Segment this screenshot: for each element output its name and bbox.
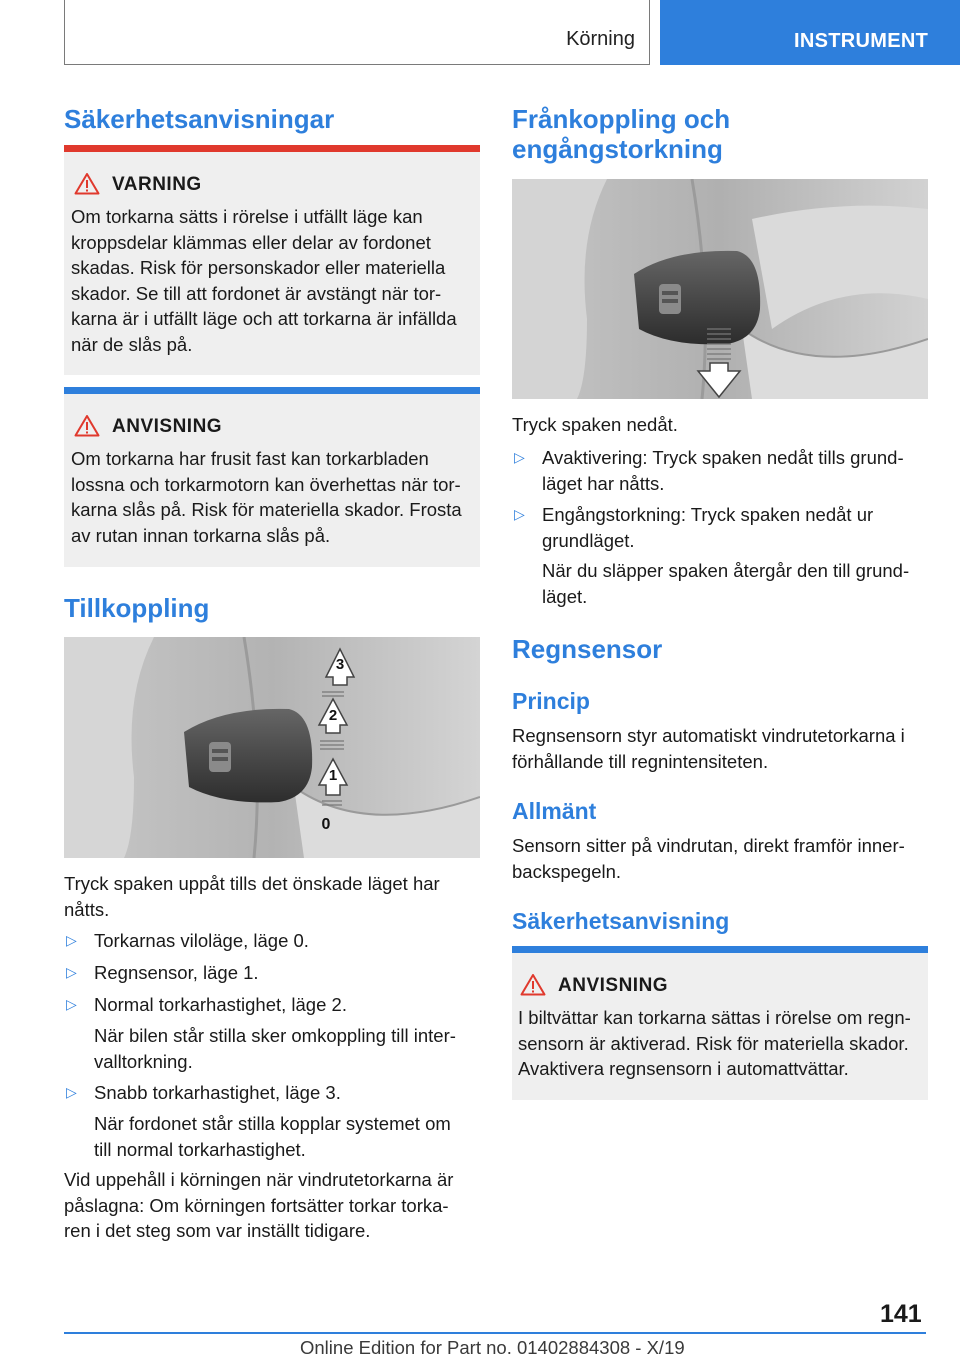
heading-frankoppling xyxy=(512,104,730,164)
text-line: grundläget. xyxy=(542,529,635,551)
notice-title: ANVISNING xyxy=(558,975,669,996)
heading-princip: Princip xyxy=(512,688,590,714)
bullet-triangle-icon: ▷ xyxy=(66,1084,77,1100)
text-line: läget. xyxy=(542,585,588,607)
bullet-sub-text xyxy=(94,1023,456,1074)
text-line: ren i det steg som var inställt tidigare. xyxy=(64,1220,371,1241)
lever-label-2: 2 xyxy=(328,707,338,724)
bullet-triangle-icon: ▷ xyxy=(66,996,77,1012)
text-line: Sensorn sitter på vindrutan, direkt framför inner- xyxy=(512,835,905,856)
header-section-tab xyxy=(64,0,650,65)
warning-title: VARNING xyxy=(112,174,202,195)
bullet-item xyxy=(542,502,873,553)
princip-text xyxy=(512,723,905,774)
warning-line: Om torkarna sätts i rörelse i utfällt läge kan xyxy=(71,206,423,227)
text-line: till normal torkarhastighet. xyxy=(94,1138,306,1160)
heading-regnsensor: Regnsensor xyxy=(512,634,663,664)
warning-bar xyxy=(64,145,480,152)
notice-box xyxy=(64,387,480,567)
header-section-label: Körning xyxy=(566,28,635,50)
lever-label-1: 1 xyxy=(328,767,338,784)
warning-box xyxy=(64,145,480,375)
frankoppling-intro: Tryck spaken nedåt. xyxy=(512,414,678,435)
text-line: förhållande till regnintensiteten. xyxy=(512,750,769,772)
heading-line: engångstorkning xyxy=(512,134,723,164)
text-line: Regnsensorn styr automatiskt vindrutetorkarna i xyxy=(512,725,905,746)
text-line: När fordonet står stilla kopplar systemet om xyxy=(94,1113,451,1134)
warning-triangle-icon xyxy=(74,172,100,195)
text-line: läget har nåtts. xyxy=(542,472,665,494)
text-line: Avaktivering: Tryck spaken nedåt tills grund- xyxy=(542,447,904,468)
heading-sakerhetsanvisningar: Säkerhetsanvisningar xyxy=(64,104,335,134)
bullet-item: Torkarnas viloläge, läge 0. xyxy=(94,930,309,951)
notice-text xyxy=(518,1005,911,1082)
notice-line: Om torkarna har frusit fast kan torkarbladen xyxy=(71,448,429,469)
text-line: påslagna: Om körningen fortsätter torkar torka- xyxy=(64,1194,449,1216)
bullet-triangle-icon: ▷ xyxy=(66,964,77,980)
text-line: När bilen står stilla sker omkoppling till inter- xyxy=(94,1025,456,1046)
bullet-sub-text xyxy=(94,1111,451,1162)
warning-line: skadas. Risk för personskador eller materiella xyxy=(71,257,446,278)
notice-line: lossna och torkarmotorn kan överhettas när tor- xyxy=(71,473,461,495)
notice-line: I biltvättar kan torkarna sättas i rörelse om regn- xyxy=(518,1007,911,1028)
notice-bar xyxy=(64,387,480,394)
text-line: nåtts. xyxy=(64,898,110,920)
text-line: När du släpper spaken återgår den till grund- xyxy=(542,560,910,581)
header-chapter-label: INSTRUMENT xyxy=(794,30,929,52)
notice-title: ANVISNING xyxy=(112,416,223,437)
notice-line: sensorn är aktiverad. Risk för materiella skador. xyxy=(518,1032,909,1054)
bullet-triangle-icon: ▷ xyxy=(514,449,525,465)
text-line: Vid uppehåll i körningen när vindrutetorkarna är xyxy=(64,1169,454,1190)
warning-line: skador. Se till att fordonet är avstängt när tor- xyxy=(71,282,442,304)
notice-box-rainsensor xyxy=(512,946,928,1100)
warning-line: karna är i utfällt läge och att torkarna är infällda xyxy=(71,308,457,329)
notice-bar xyxy=(512,946,928,953)
footer-rule xyxy=(64,1332,926,1334)
tillkoppling-outro xyxy=(64,1167,453,1244)
bullet-item: Regnsensor, läge 1. xyxy=(94,962,259,983)
bullet-sub-text xyxy=(542,558,909,609)
bullet-item xyxy=(542,445,904,496)
notice-line: karna slås på. Risk för materiella skador. Frosta xyxy=(71,499,462,520)
lever-label-0: 0 xyxy=(321,816,331,833)
warning-line: när de slås på. xyxy=(71,333,193,355)
heading-allmant: Allmänt xyxy=(512,798,597,824)
notice-text xyxy=(71,446,462,548)
page-number: 141 xyxy=(880,1300,922,1328)
heading-tillkoppling: Tillkoppling xyxy=(64,593,210,623)
header-chapter-tab xyxy=(660,0,960,65)
heading-sakerhetsanvisning: Säkerhetsanvisning xyxy=(512,908,730,934)
text-line: valltorkning. xyxy=(94,1050,193,1072)
text-line: backspegeln. xyxy=(512,860,622,882)
wiper-lever-up-image xyxy=(64,637,480,858)
footer-edition: Online Edition for Part no. 01402884308 - X/19 xyxy=(300,1337,685,1358)
notice-line: av rutan innan torkarna slås på. xyxy=(71,524,331,546)
allmant-text xyxy=(512,833,905,884)
warning-triangle-icon xyxy=(74,414,100,437)
lever-label-3: 3 xyxy=(335,656,345,673)
notice-line: Avaktivera regnsensorn i automattvättar. xyxy=(518,1058,849,1079)
text-line: Tryck spaken uppåt tills det önskade läget har xyxy=(64,873,440,894)
bullet-triangle-icon: ▷ xyxy=(66,932,77,948)
bullet-item: Normal torkarhastighet, läge 2. xyxy=(94,994,347,1015)
wiper-lever-down-image xyxy=(512,179,928,399)
warning-line: kroppsdelar klämmas eller delar av fordonet xyxy=(71,231,431,253)
bullet-item: Snabb torkarhastighet, läge 3. xyxy=(94,1082,341,1103)
warning-triangle-icon xyxy=(520,973,546,996)
bullet-triangle-icon: ▷ xyxy=(514,506,525,522)
text-line: Engångstorkning: Tryck spaken nedåt ur xyxy=(542,504,874,525)
tillkoppling-intro xyxy=(64,871,440,922)
heading-line: Frånkoppling och xyxy=(512,104,731,134)
warning-text xyxy=(71,204,457,357)
